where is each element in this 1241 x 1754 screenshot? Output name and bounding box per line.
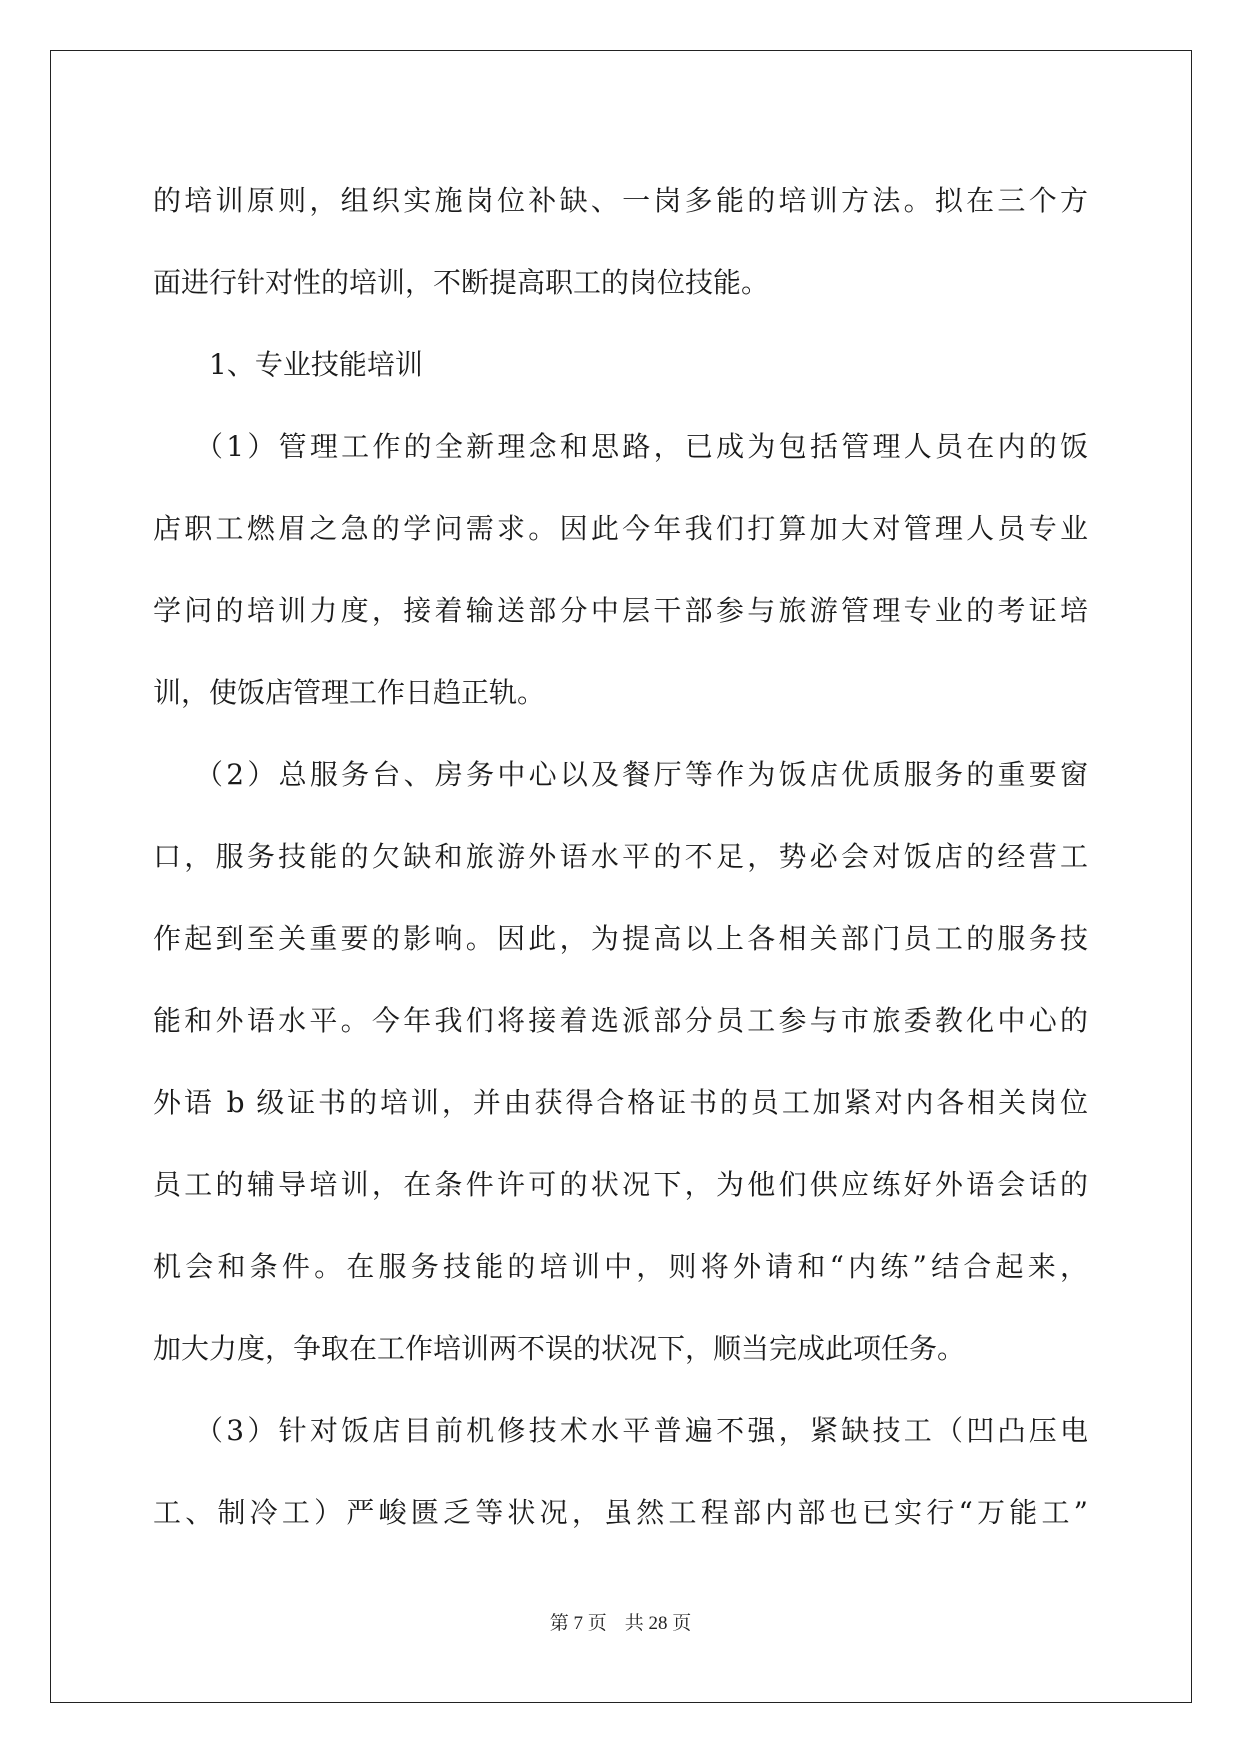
paragraph-line: 加大力度，争取在工作培训两不误的状况下，顺当完成此项任务。 xyxy=(153,1332,966,1365)
paragraph-line: 的培训原则，组织实施岗位补缺、一岗多能的培训方法。拟在三个方 xyxy=(153,184,1088,217)
paragraph-line: 作起到至关重要的影响。因此，为提高以上各相关部门员工的服务技 xyxy=(153,922,1088,955)
paragraph-line: 工、制冷工）严峻匮乏等状况，虽然工程部内部也已实行“万能工” xyxy=(153,1496,1088,1529)
paragraph-line: 训，使饭店管理工作日趋正轨。 xyxy=(153,676,546,709)
paragraph-line: 面进行针对性的培训，不断提高职工的岗位技能。 xyxy=(153,266,770,299)
section-heading: 1、专业技能培训 xyxy=(209,348,423,381)
paragraph-line: 店职工燃眉之急的学问需求。因此今年我们打算加大对管理人员专业 xyxy=(153,512,1088,545)
page-total: 共 28 页 xyxy=(624,1613,692,1634)
paragraph-line: 员工的辅导培训，在条件许可的状况下，为他们供应练好外语会话的 xyxy=(153,1168,1088,1201)
paragraph-line: 能和外语水平。今年我们将接着选派部分员工参与市旅委教化中心的 xyxy=(153,1004,1088,1037)
paragraph-line: （1）管理工作的全新理念和思路，已成为包括管理人员在内的饭 xyxy=(195,430,1088,463)
paragraph-line: 外语 b 级证书的培训，并由获得合格证书的员工加紧对内各相关岗位 xyxy=(153,1086,1088,1119)
paragraph-line: 机会和条件。在服务技能的培训中，则将外请和“内练”结合起来， xyxy=(153,1250,1088,1283)
document-body xyxy=(153,160,1088,1554)
page-number: 第 7 页 xyxy=(549,1613,607,1634)
paragraph-line: （3）针对饭店目前机修技术水平普遍不强，紧缺技工（凹凸压电 xyxy=(195,1414,1088,1447)
paragraph-line: 学问的培训力度，接着输送部分中层干部参与旅游管理专业的考证培 xyxy=(153,594,1088,627)
paragraph-line: （2）总服务台、房务中心以及餐厅等作为饭店优质服务的重要窗 xyxy=(195,758,1088,791)
page-footer xyxy=(0,1608,1241,1635)
paragraph-line: 口，服务技能的欠缺和旅游外语水平的不足，势必会对饭店的经营工 xyxy=(153,840,1088,873)
